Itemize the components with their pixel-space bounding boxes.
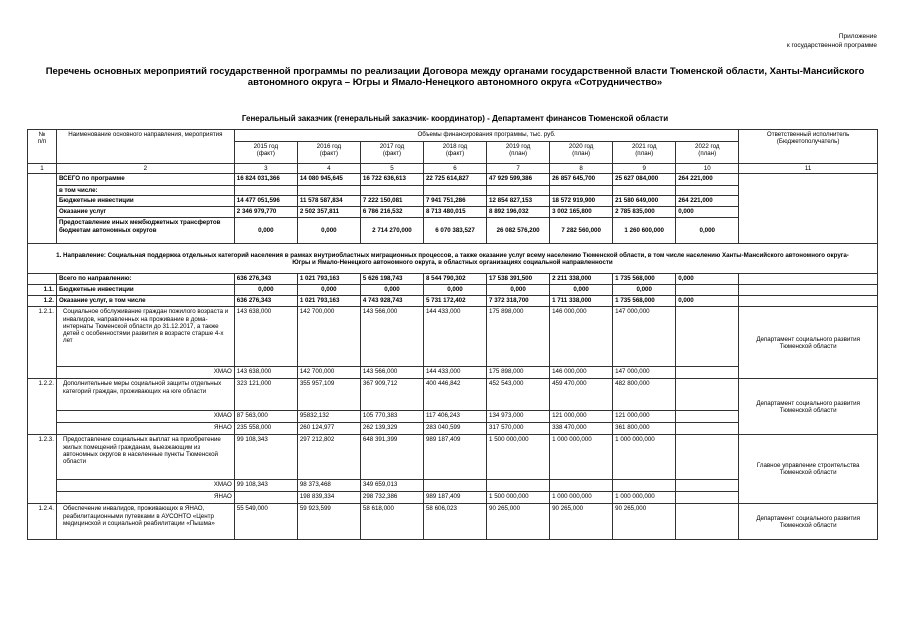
value-cell: 298 732,386: [360, 492, 423, 504]
header-year-cell: [550, 142, 613, 164]
column-number: 6: [423, 164, 486, 174]
value-cell: 8 713 480,015: [423, 207, 486, 218]
value-cell: 989 187,409: [423, 435, 486, 480]
header-year-cell: [487, 142, 550, 164]
value-cell: 5 731 172,402: [423, 296, 486, 307]
value-cell: 55 549,000: [234, 504, 297, 540]
year-kind: (план): [635, 150, 654, 158]
value-cell: 21 580 649,000: [613, 196, 676, 207]
value-cell: 1 000 000,000: [550, 492, 613, 504]
value-cell: 7 941 751,286: [423, 196, 486, 207]
year-kind: (план): [509, 150, 528, 158]
value-cell: 283 040,599: [423, 423, 486, 435]
value-cell: 147 000,000: [613, 367, 676, 379]
value-cell: 1 735 568,000: [613, 274, 676, 285]
value-cell: 12 854 827,153: [487, 196, 550, 207]
value-cell: 1 021 793,163: [297, 296, 360, 307]
year-label: 2018 год: [442, 143, 468, 150]
row-number: 1.2.: [28, 296, 57, 307]
header-year-cell: [423, 142, 486, 164]
value-cell: 2 785 835,000: [613, 207, 676, 218]
value-cell: 264 221,000: [676, 174, 739, 186]
executor-cell: [739, 274, 878, 285]
header-year-cell: [297, 142, 360, 164]
value-cell: 260 124,977: [297, 423, 360, 435]
value-cell: [487, 186, 550, 196]
header-volumes: Объемы финансирования программы, тыс. руб.: [234, 130, 739, 142]
value-cell: 8 892 196,032: [487, 207, 550, 218]
column-number: 1: [28, 164, 57, 174]
year-kind: (план): [572, 150, 591, 158]
value-cell: 95832,132: [297, 411, 360, 423]
appendix-note: [787, 32, 877, 50]
value-cell: 0,000: [423, 285, 486, 296]
value-cell: 1 260 600,000: [613, 218, 676, 244]
region-label: ХМАО: [56, 480, 234, 492]
value-cell: 636 276,343: [234, 274, 297, 285]
year-label: 2020 год: [568, 143, 594, 150]
value-cell: 1 000 000,000: [613, 492, 676, 504]
value-cell: 144 433,000: [423, 367, 486, 379]
value-cell: 121 000,000: [613, 411, 676, 423]
value-cell: 14 080 945,645: [297, 174, 360, 186]
value-cell: [676, 423, 739, 435]
value-cell: [676, 186, 739, 196]
value-cell: 338 470,000: [550, 423, 613, 435]
column-number: 11: [739, 164, 878, 174]
row-number: 1.1.: [28, 285, 57, 296]
value-cell: 26 857 645,700: [550, 174, 613, 186]
value-cell: 0,000: [487, 285, 550, 296]
value-cell: 87 563,000: [234, 411, 297, 423]
direction-invest-row: [28, 285, 878, 296]
value-cell: 121 000,000: [550, 411, 613, 423]
column-number: 3: [234, 164, 297, 174]
value-cell: [676, 411, 739, 423]
value-cell: 2 714 270,000: [360, 218, 423, 244]
value-cell: 147 000,000: [613, 307, 676, 367]
region-label: ХМАО: [56, 367, 234, 379]
value-cell: 0,000: [234, 218, 297, 244]
column-number: 7: [487, 164, 550, 174]
column-number: 2: [56, 164, 234, 174]
value-cell: 1 021 793,163: [297, 274, 360, 285]
item-name: Обеспечение инвалидов, проживающих в ЯНАО, реабилитационными путевками в АУСОНТО «Центр медицинской и социальной реабилитации «Пышма»: [56, 504, 234, 540]
value-cell: 361 800,000: [613, 423, 676, 435]
year-label: 2017 год: [379, 143, 405, 150]
value-cell: 0,000: [297, 285, 360, 296]
value-cell: 90 265,000: [613, 504, 676, 540]
year-label: 2022 год: [695, 143, 720, 150]
value-cell: 235 558,000: [234, 423, 297, 435]
year-kind: (факт): [382, 150, 402, 158]
value-cell: 16 824 031,366: [234, 174, 297, 186]
item-number: 1.2.3.: [28, 435, 57, 504]
value-cell: [676, 285, 739, 296]
value-cell: [423, 186, 486, 196]
value-cell: [676, 379, 739, 411]
value-cell: [234, 492, 297, 504]
value-cell: 143 638,000: [234, 307, 297, 367]
item-row: [28, 435, 878, 480]
header-year-cell: [613, 142, 676, 164]
value-cell: 0,000: [676, 207, 739, 218]
value-cell: 6 786 216,532: [360, 207, 423, 218]
incl-label: в том числе:: [56, 186, 234, 196]
value-cell: 105 770,383: [360, 411, 423, 423]
year-kind: (план): [698, 150, 717, 158]
document-title: Перечень основных мероприятий государственной программы по реализации Договора между органами государственной власти Тюменской области, Ханты-Мансийского автономного округа – Югры и Ямало-Ненецкого автономного округа «Сотрудничество»: [45, 66, 865, 88]
column-number: 9: [613, 164, 676, 174]
value-cell: 7 282 560,000: [550, 218, 613, 244]
value-cell: [676, 307, 739, 367]
direction-total-row: [28, 274, 878, 285]
value-cell: 99 108,343: [234, 435, 297, 480]
financing-table: [27, 129, 878, 540]
region-label: ХМАО: [56, 411, 234, 423]
value-cell: 349 659,013: [360, 480, 423, 492]
value-cell: 17 538 391,500: [487, 274, 550, 285]
value-cell: [676, 480, 739, 492]
direction-services-label: Оказание услуг, в том числе: [56, 296, 234, 307]
value-cell: 452 543,000: [487, 379, 550, 411]
value-cell: 0,000: [550, 285, 613, 296]
value-cell: 7 222 150,081: [360, 196, 423, 207]
year-label: 2016 год: [316, 143, 342, 150]
value-cell: [360, 186, 423, 196]
item-row: [28, 307, 878, 367]
item-executor: Департамент социального развития Тюменской области: [739, 307, 878, 379]
column-numbers-row: [28, 164, 878, 174]
value-cell: 1 500 000,000: [487, 492, 550, 504]
value-cell: 22 725 614,827: [423, 174, 486, 186]
value-cell: [676, 435, 739, 480]
value-cell: 6 070 383,527: [423, 218, 486, 244]
value-cell: 198 839,334: [297, 492, 360, 504]
year-label: 2021 год: [631, 143, 657, 150]
value-cell: 2 211 338,000: [550, 274, 613, 285]
total-label: ВСЕГО по программе: [56, 174, 234, 186]
value-cell: 0,000: [613, 285, 676, 296]
value-cell: 18 572 919,900: [550, 196, 613, 207]
value-cell: 26 082 576,200: [487, 218, 550, 244]
executor-cell: [739, 285, 878, 296]
year-kind: (факт): [445, 150, 465, 158]
direction-text: 1. Направление: Социальная поддержка отдельных категорий населения в рамках внутриобластных миграционных процессов, а также оказание услуг всему населению Тюменской области, в том числе населению Ханты-Мансийского автономного округа-Югры и Ямало-Ненецкого автономного округа, в областных организациях социальной направленности: [28, 244, 878, 274]
direction-services-row: [28, 296, 878, 307]
item-executor: Главное управление строительства Тюменской области: [739, 435, 878, 504]
value-cell: 0,000: [676, 296, 739, 307]
value-cell: 367 909,712: [360, 379, 423, 411]
value-cell: 2 346 979,770: [234, 207, 297, 218]
value-cell: [234, 186, 297, 196]
appendix-line-1: Приложение: [838, 33, 877, 40]
value-cell: 459 470,000: [550, 379, 613, 411]
value-cell: 143 566,000: [360, 367, 423, 379]
empty-num-cell: [28, 174, 57, 244]
services-label: Оказание услуг: [56, 207, 234, 218]
item-number: 1.2.4.: [28, 504, 57, 540]
value-cell: 262 139,329: [360, 423, 423, 435]
column-number: 4: [297, 164, 360, 174]
value-cell: [550, 186, 613, 196]
year-label: 2019 год: [505, 143, 531, 150]
value-cell: 4 743 928,743: [360, 296, 423, 307]
value-cell: 2 502 357,811: [297, 207, 360, 218]
value-cell: 90 265,000: [550, 504, 613, 540]
column-number: 10: [676, 164, 739, 174]
item-row: [28, 379, 878, 411]
value-cell: 47 929 599,386: [487, 174, 550, 186]
value-cell: 25 627 084,000: [613, 174, 676, 186]
value-cell: 58 606,023: [423, 504, 486, 540]
table-body: [28, 130, 878, 540]
value-cell: 7 372 318,700: [487, 296, 550, 307]
value-cell: 117 406,243: [423, 411, 486, 423]
value-cell: 3 002 165,800: [550, 207, 613, 218]
header-name: Наименование основного направления, мероприятия: [56, 130, 234, 164]
value-cell: 90 265,000: [487, 504, 550, 540]
value-cell: 142 700,000: [297, 307, 360, 367]
value-cell: [423, 480, 486, 492]
value-cell: 297 212,802: [297, 435, 360, 480]
year-label: 2015 год: [253, 143, 279, 150]
executor-cell: [739, 174, 878, 244]
header-year-cell: [234, 142, 297, 164]
value-cell: 317 570,000: [487, 423, 550, 435]
value-cell: 355 957,109: [297, 379, 360, 411]
value-cell: 648 391,399: [360, 435, 423, 480]
value-cell: 0,000: [360, 285, 423, 296]
value-cell: 264 221,000: [676, 196, 739, 207]
value-cell: 482 800,000: [613, 379, 676, 411]
document-subtitle: Генеральный заказчик (генеральный заказчик- координатор) - Департамент финансов Тюменской области: [241, 114, 669, 123]
value-cell: 11 578 587,834: [297, 196, 360, 207]
value-cell: 142 700,000: [297, 367, 360, 379]
item-number: 1.2.1.: [28, 307, 57, 379]
value-cell: 323 121,000: [234, 379, 297, 411]
item-name: Предоставление социальных выплат на приобретение жилых помещений гражданам, выезжающим из автономных округов в населенные пункты Тюменской области: [56, 435, 234, 480]
region-label: ЯНАО: [56, 492, 234, 504]
direction-invest-label: Бюджетные инвестиции: [56, 285, 234, 296]
value-cell: 98 373,468: [297, 480, 360, 492]
header-executor: Ответственный исполнитель (Бюджетополучатель): [739, 130, 878, 164]
header-row: [28, 130, 878, 142]
value-cell: 134 973,000: [487, 411, 550, 423]
value-cell: 14 477 051,596: [234, 196, 297, 207]
value-cell: 0,000: [676, 274, 739, 285]
value-cell: [613, 480, 676, 492]
value-cell: 5 626 198,743: [360, 274, 423, 285]
value-cell: 144 433,000: [423, 307, 486, 367]
header-num: № п/п: [28, 130, 57, 164]
value-cell: [676, 504, 739, 540]
year-kind: (факт): [319, 150, 339, 158]
value-cell: 1 000 000,000: [613, 435, 676, 480]
appendix-line-2: к государственной программе: [786, 42, 877, 49]
year-kind: (факт): [256, 150, 275, 158]
value-cell: 1 711 338,000: [550, 296, 613, 307]
value-cell: 58 618,000: [360, 504, 423, 540]
value-cell: 146 000,000: [550, 307, 613, 367]
value-cell: [550, 480, 613, 492]
value-cell: [613, 186, 676, 196]
value-cell: [297, 186, 360, 196]
value-cell: 400 446,842: [423, 379, 486, 411]
value-cell: 0,000: [234, 285, 297, 296]
value-cell: 146 000,000: [550, 367, 613, 379]
direction-total-label: Всего по направлению:: [56, 274, 234, 285]
value-cell: [676, 492, 739, 504]
value-cell: 143 638,000: [234, 367, 297, 379]
transfers-label: Предоставление иных межбюджетных трансфертов бюджетам автономных округов: [56, 218, 234, 244]
item-row: [28, 504, 878, 540]
value-cell: 16 722 636,613: [360, 174, 423, 186]
invest-label: Бюджетные инвестиции: [56, 196, 234, 207]
value-cell: 175 898,000: [487, 307, 550, 367]
empty-num-cell: [28, 274, 57, 285]
value-cell: 989 187,409: [423, 492, 486, 504]
header-year-cell: [676, 142, 739, 164]
value-cell: 636 276,343: [234, 296, 297, 307]
value-cell: 99 108,343: [234, 480, 297, 492]
region-label: ЯНАО: [56, 423, 234, 435]
header-year-cell: [360, 142, 423, 164]
value-cell: [676, 367, 739, 379]
value-cell: 1 000 000,000: [550, 435, 613, 480]
column-number: 8: [550, 164, 613, 174]
value-cell: 143 566,000: [360, 307, 423, 367]
value-cell: 175 898,000: [487, 367, 550, 379]
executor-cell: [739, 296, 878, 307]
value-cell: [487, 480, 550, 492]
item-name: Социальное обслуживание граждан пожилого возраста и инвалидов, направленных на проживание в дома-интернаты Тюменской области до 31.12.2017, а также детей с особенностями развития в возрасте старше 4-х лет: [56, 307, 234, 367]
item-name: Дополнительные меры социальной защиты отдельных категорий граждан, проживающих на юге области: [56, 379, 234, 411]
value-cell: 1 735 568,000: [613, 296, 676, 307]
item-executor: Департамент социального развития Тюменской области: [739, 379, 878, 435]
value-cell: 1 500 000,000: [487, 435, 550, 480]
value-cell: 8 544 790,302: [423, 274, 486, 285]
value-cell: 0,000: [676, 218, 739, 244]
item-executor: Департамент социального развития Тюменской области: [739, 504, 878, 540]
value-cell: 59 923,599: [297, 504, 360, 540]
item-number: 1.2.2.: [28, 379, 57, 435]
direction-row: [28, 244, 878, 274]
total-all-row: [28, 174, 878, 186]
value-cell: 0,000: [297, 218, 360, 244]
column-number: 5: [360, 164, 423, 174]
